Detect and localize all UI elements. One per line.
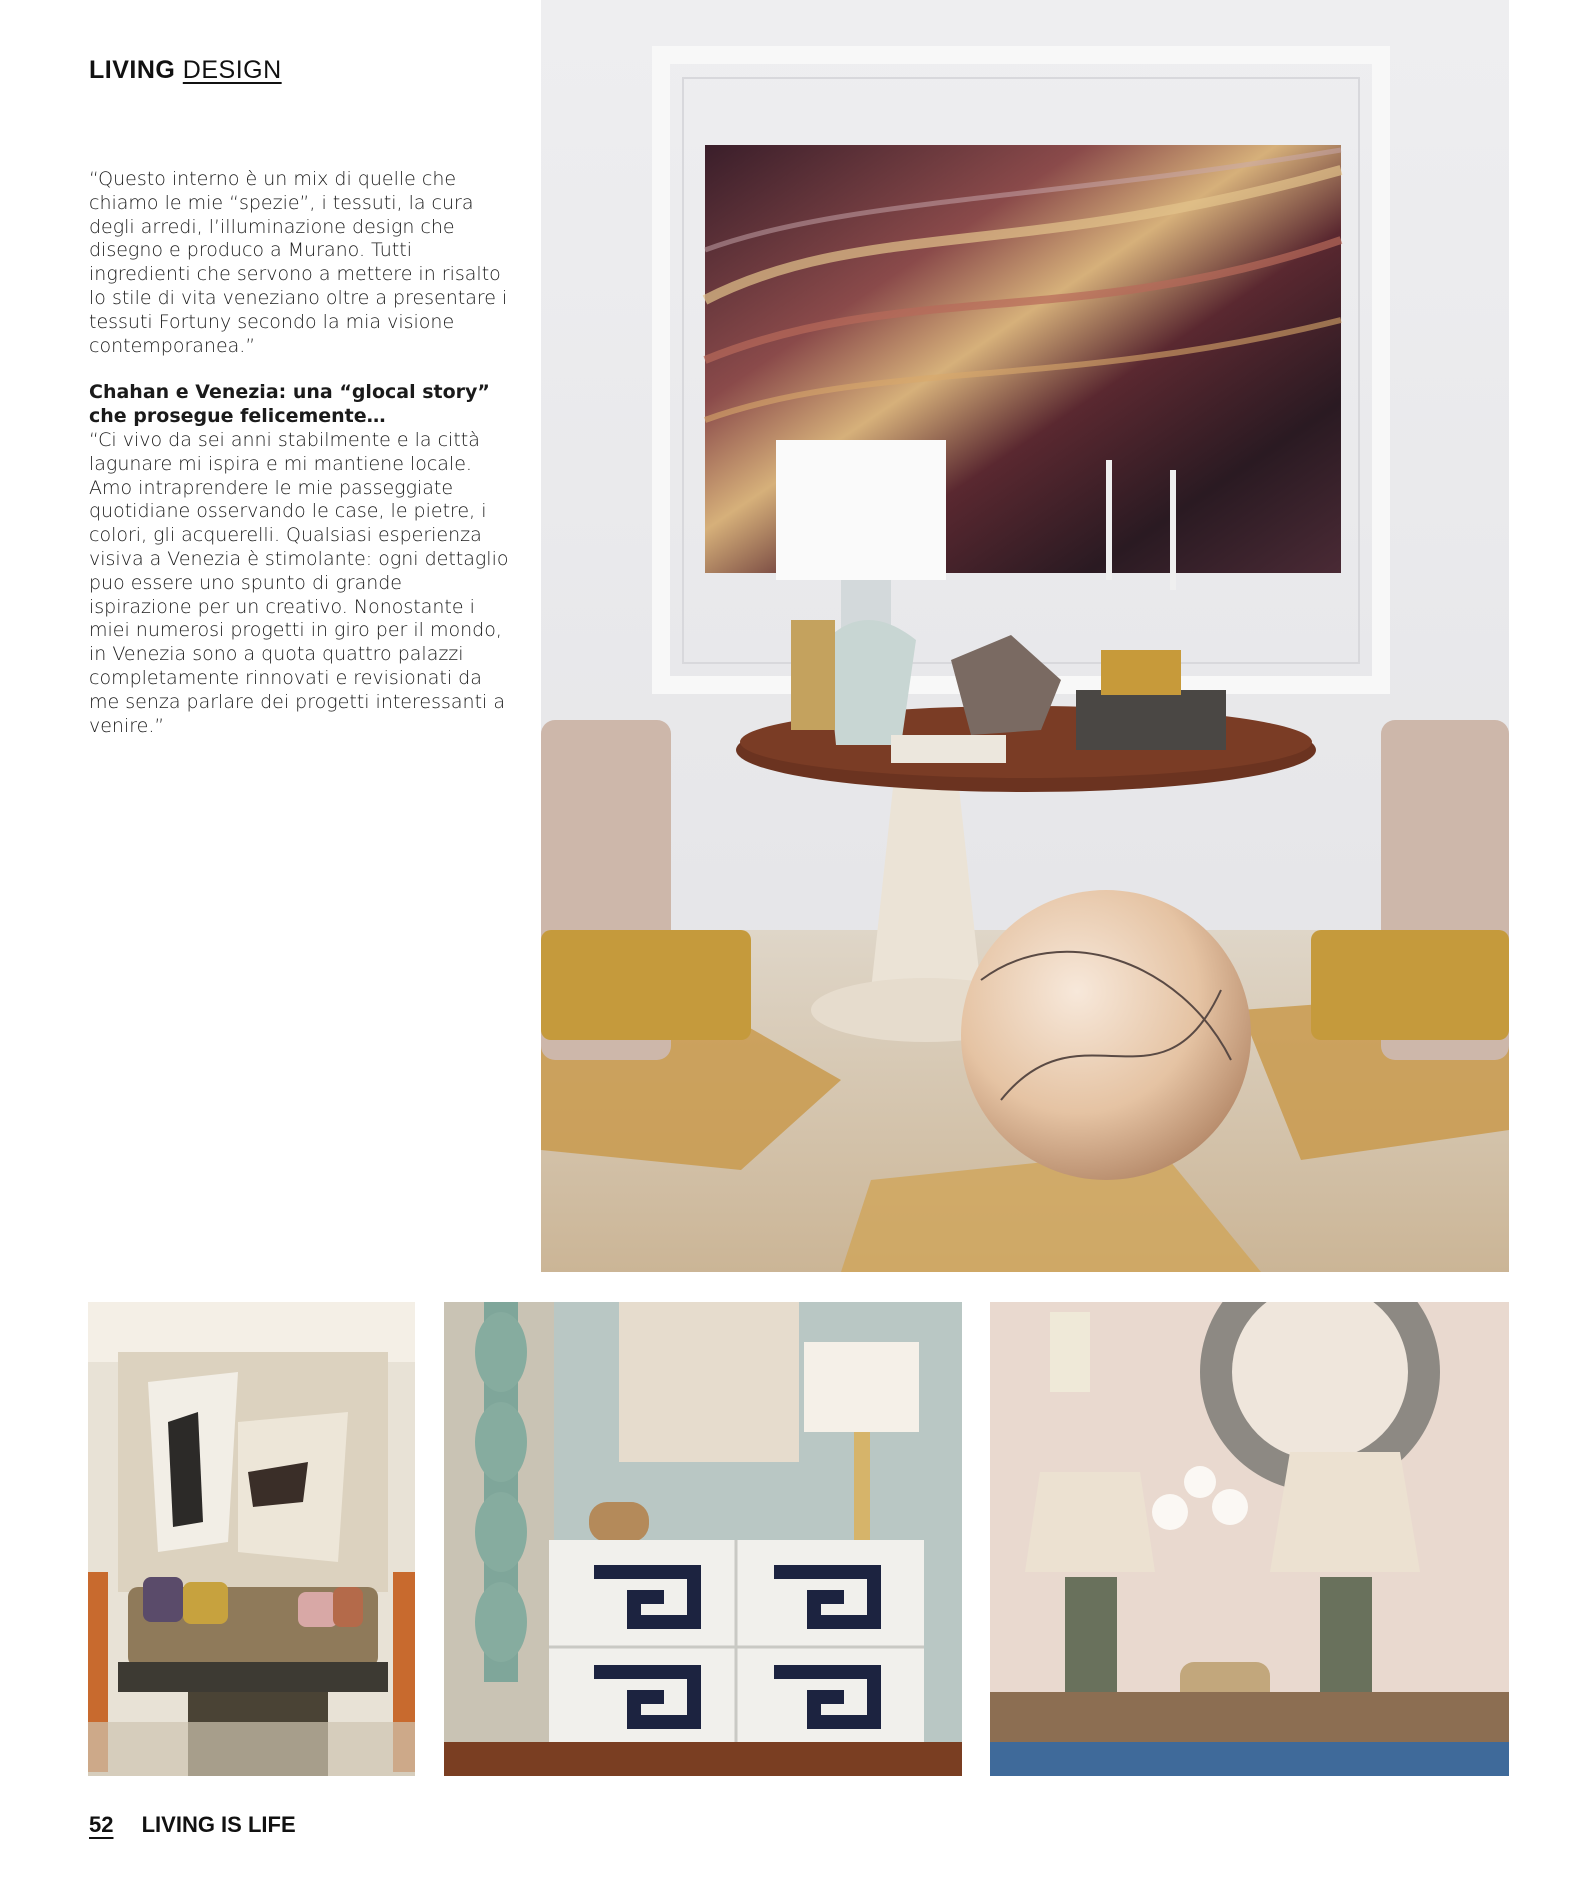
section-label [89, 56, 282, 85]
section-label-bold: LIVING [89, 56, 176, 84]
page-number: 52 [89, 1812, 114, 1837]
detail-photo-bench [88, 1302, 415, 1776]
article-subheading: Chahan e Venezia: una “glocal story” che prosegue felicemente… [89, 381, 490, 428]
detail-photo-dresser [444, 1302, 962, 1776]
page-footer [89, 1812, 296, 1838]
detail-photo-mirror [990, 1302, 1509, 1776]
article-qa [89, 381, 509, 738]
magazine-name: LIVING IS LIFE [141, 1812, 296, 1837]
article-answer: “Ci vivo da sei anni stabilmente e la città lagunare mi ispira e mi mantiene locale. Amo intraprendere le mie passeggiate quotidiane osservando le case, le pietre, i colori, gli acquerelli. Qualsiasi esperienza visiva a Venezia è stimolante: ogni dettaglio puo essere uno spunto di grande ispirazione per un creativo. Nonostante i miei numerosi progetti in giro per il mondo, in Venezia sono a quota quattro palazzi completamente rinnovati e revisionati da me senza parlare dei progetti interessanti a venire.” [89, 428, 509, 737]
article-quote: “Questo interno è un mix di quelle che chiamo le mie “spezie”, i tessuti, la cura degli arredi, l’illuminazione design che disegno e produco a Murano. Tutti ingredienti che servono a mettere in risalto lo stile di vita veneziano oltre a presentare i tessuti Fortuny secondo la mia visione contemporanea.” [89, 168, 508, 357]
hero-photo [541, 0, 1509, 1272]
section-label-light: DESIGN [182, 56, 282, 84]
article-body [89, 168, 509, 761]
